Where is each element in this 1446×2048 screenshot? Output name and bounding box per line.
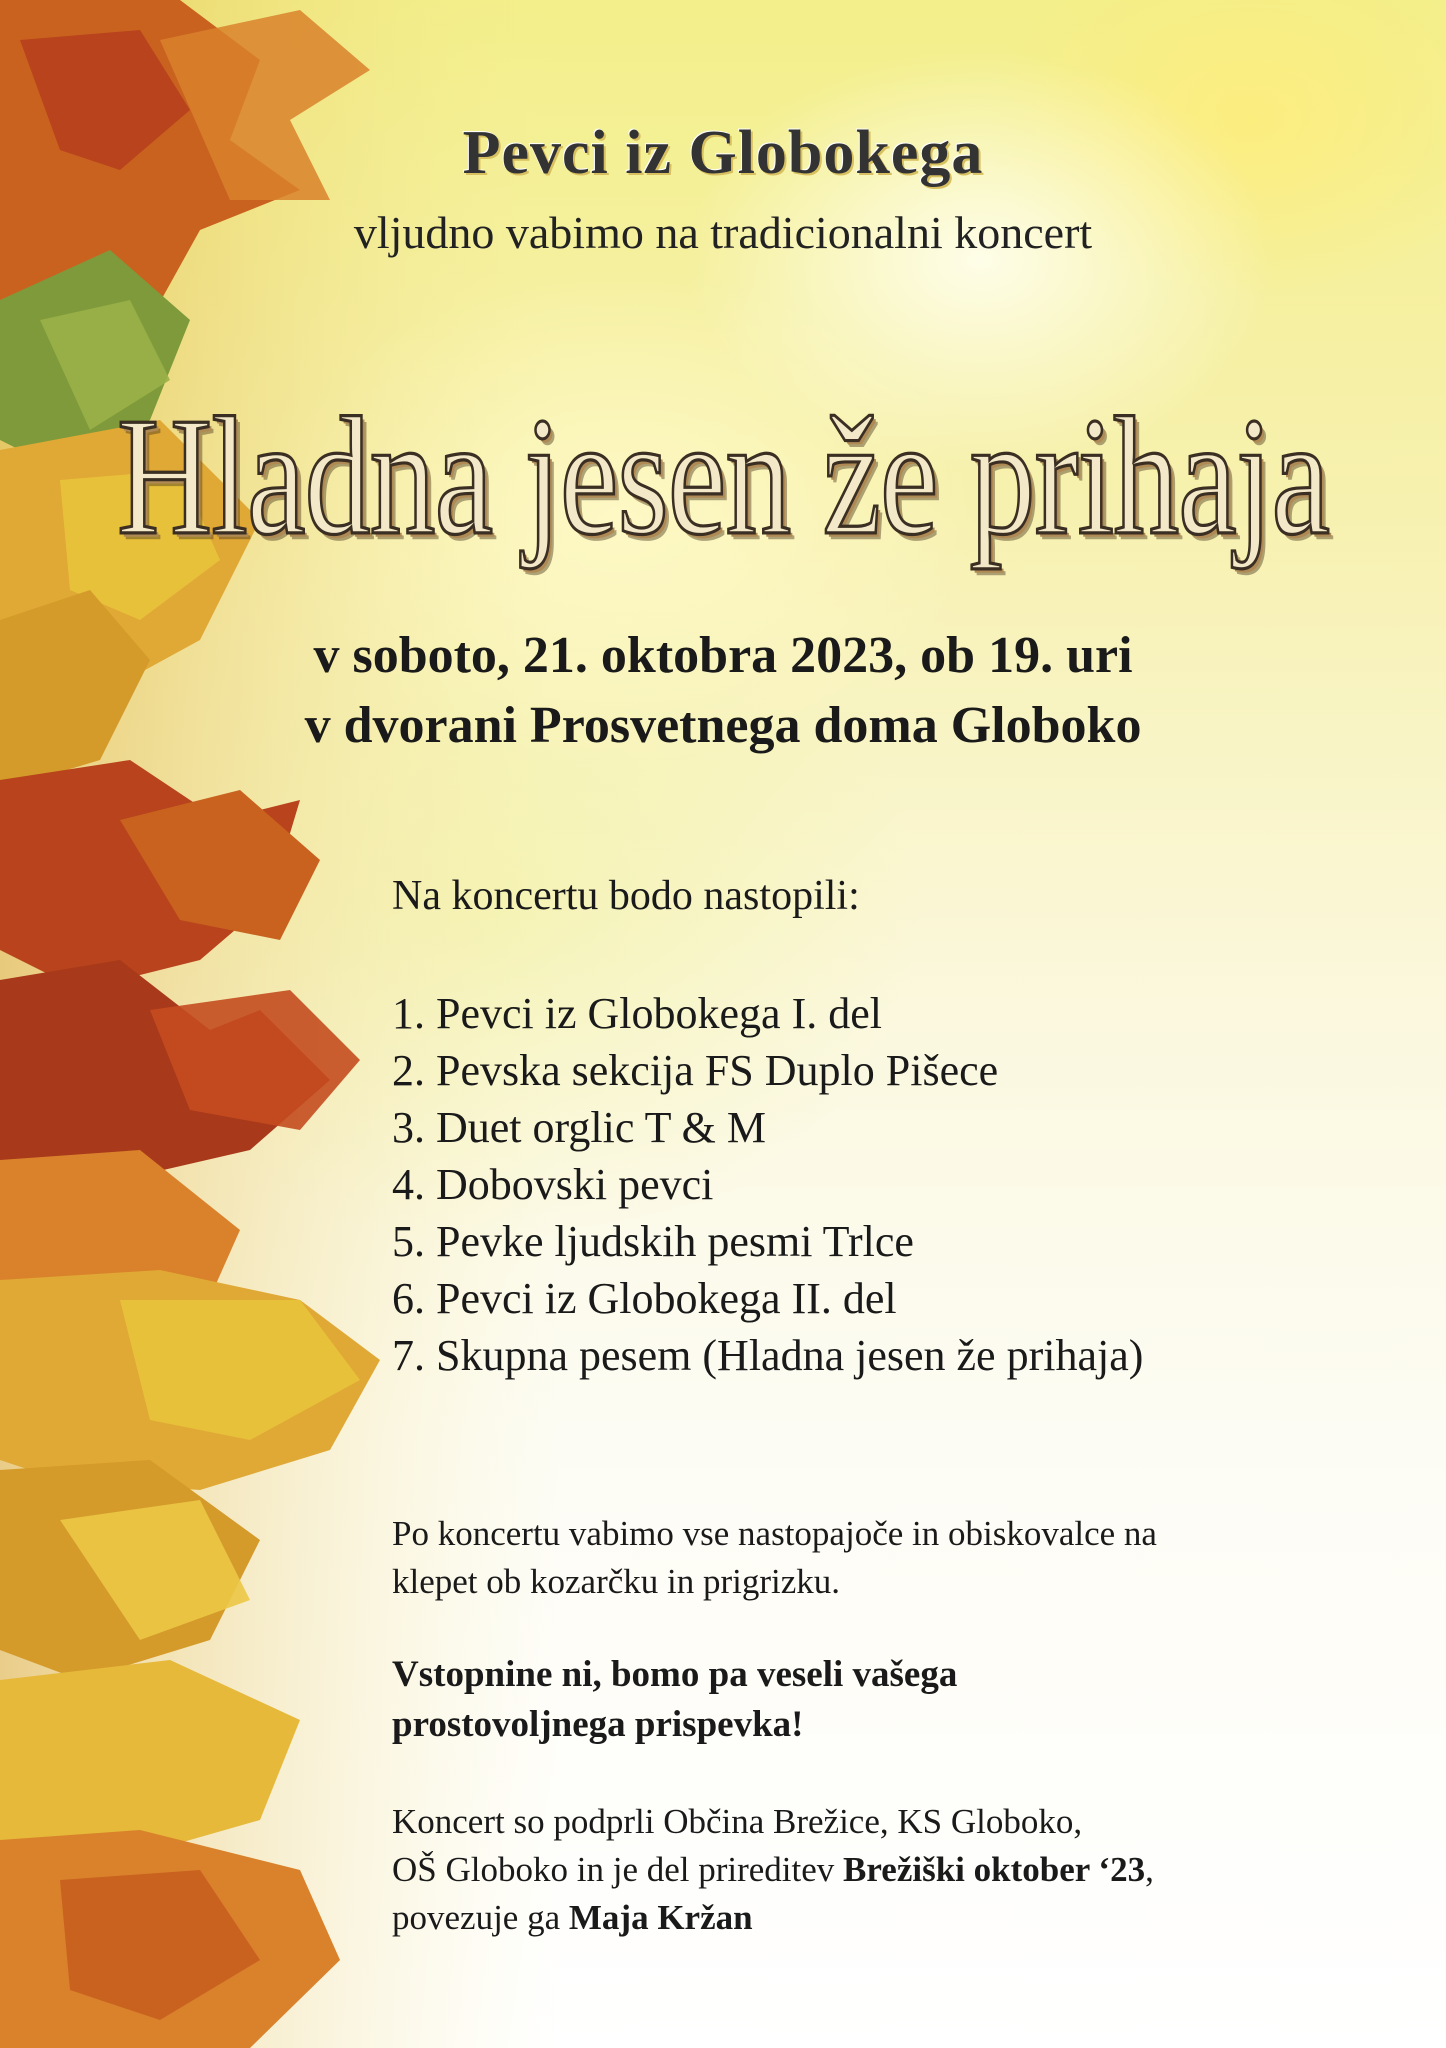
venue-line: v dvorani Prosvetnega doma Globoko xyxy=(304,697,1142,754)
performer-item: 1. Pevci iz Globokega I. del xyxy=(392,989,882,1038)
sponsors-note xyxy=(392,1798,1322,1942)
after-concert-line: klepet ob kozarčku in prigrizku. xyxy=(392,1562,841,1601)
date-time-line: v soboto, 21. oktobra 2023, ob 19. uri xyxy=(313,627,1133,684)
entry-note xyxy=(392,1650,1322,1750)
sponsors-text: , xyxy=(1145,1850,1154,1889)
band-name-heading: Pevci iz Globokega xyxy=(462,119,984,187)
sponsors-line xyxy=(392,1846,1322,1894)
after-concert-line: Po koncertu vabimo vse nastopajoče in obiskovalce na xyxy=(392,1514,1157,1553)
invitation-line: vljudno vabimo na tradicionalni koncert xyxy=(353,207,1093,258)
performer-item: 7. Skupna pesem (Hladna jesen že prihaja) xyxy=(392,1331,1144,1380)
performers-heading: Na koncertu bodo nastopili: xyxy=(392,873,860,919)
after-concert-note xyxy=(392,1510,1322,1606)
sponsors-text: OŠ Globoko in je del prireditev xyxy=(392,1850,844,1889)
host-line xyxy=(392,1894,1322,1942)
performer-item: 4. Dobovski pevci xyxy=(392,1160,714,1209)
event-name: Brežiški oktober ‘23 xyxy=(843,1850,1146,1889)
entry-line: Vstopnine ni, bomo pa veseli vašega xyxy=(392,1654,958,1695)
performer-item: 2. Pevska sekcija FS Duplo Pišece xyxy=(392,1046,999,1095)
performer-item: 3. Duet orglic T & M xyxy=(392,1103,766,1152)
host-name: Maja Kržan xyxy=(568,1898,753,1937)
sponsors-line: Koncert so podprli Občina Brežice, KS Globoko, xyxy=(392,1802,1083,1841)
performer-item: 5. Pevke ljudskih pesmi Trlce xyxy=(392,1217,914,1266)
concert-title: Hladna jesen že prihaja xyxy=(116,381,1330,570)
performers-list xyxy=(392,985,1322,1384)
host-label: povezuje ga xyxy=(392,1898,569,1937)
performer-item: 6. Pevci iz Globokega II. del xyxy=(392,1274,897,1323)
entry-line: prostovoljnega prispevka! xyxy=(392,1704,804,1745)
